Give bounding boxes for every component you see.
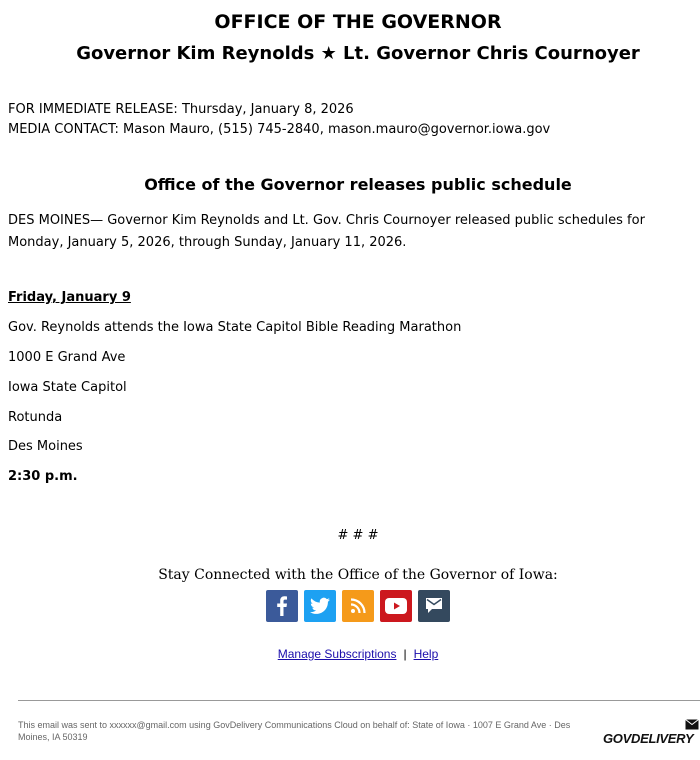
event-venue: Iowa State Capitol	[8, 380, 127, 395]
govdelivery-logo[interactable]	[603, 719, 699, 749]
link-separator: |	[403, 647, 407, 661]
rss-icon[interactable]	[342, 590, 374, 622]
manage-subscriptions-link[interactable]: Manage Subscriptions	[277, 647, 397, 661]
governor-names: Governor Kim Reynolds ★ Lt. Governor Chris Cournoyer	[76, 43, 640, 64]
event-description: Gov. Reynolds attends the Iowa State Capitol Bible Reading Marathon	[8, 320, 462, 335]
release-title: Office of the Governor releases public schedule	[144, 175, 572, 194]
footer-divider	[18, 700, 700, 701]
envelope-icon	[685, 719, 699, 730]
release-date: FOR IMMEDIATE RELEASE: Thursday, January 8, 2026	[8, 102, 354, 117]
event-date: Friday, January 9	[8, 290, 131, 305]
event-city: Des Moines	[8, 439, 83, 454]
email-icon[interactable]	[418, 590, 450, 622]
event-time: 2:30 p.m.	[8, 469, 78, 484]
office-heading: OFFICE OF THE GOVERNOR	[214, 11, 502, 33]
stay-connected-heading: Stay Connected with the Office of the Governor of Iowa:	[158, 567, 558, 583]
facebook-icon[interactable]	[266, 590, 298, 622]
help-link[interactable]: Help	[413, 647, 439, 661]
youtube-icon[interactable]	[380, 590, 412, 622]
release-intro: DES MOINES— Governor Kim Reynolds and Lt. Gov. Chris Cournoyer released public schedules for Monday, January 5, 2026, through Sunday, January 11, 2026.	[8, 213, 645, 250]
event-room: Rotunda	[8, 410, 63, 425]
twitter-icon[interactable]	[304, 590, 336, 622]
end-marker: # # #	[337, 528, 379, 543]
media-contact: MEDIA CONTACT: Mason Mauro, (515) 745-2840, mason.mauro@governor.iowa.gov	[8, 122, 551, 137]
footer-links	[0, 647, 700, 661]
footer-disclaimer: This email was sent to xxxxxx@gmail.com using GovDelivery Communications Cloud on behalf of: State of Iowa · 1007 E Grand Ave · Des Moines, IA 50319	[18, 720, 571, 742]
govdelivery-wordmark: GOVDELIVERY	[603, 731, 694, 746]
social-icons	[266, 590, 450, 622]
event-address: 1000 E Grand Ave	[8, 350, 126, 365]
